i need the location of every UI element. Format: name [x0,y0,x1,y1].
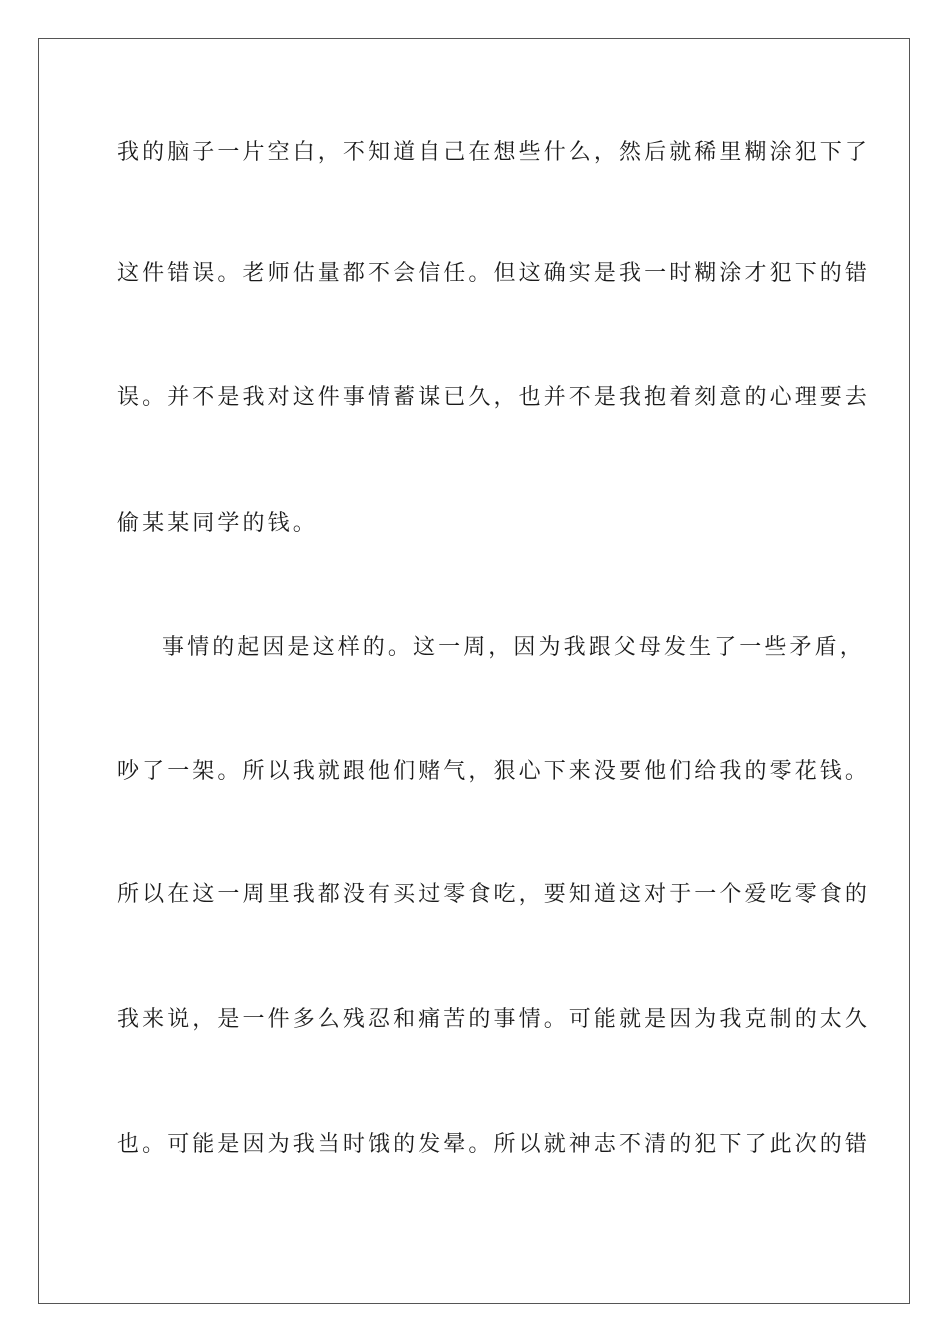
paragraph-line: 这件错误。老师估量都不会信任。但这确实是我一时糊涂才犯下的错 [117,261,871,286]
paragraph-line: 所以在这一周里我都没有买过零食吃，要知道这对于一个爱吃零食的 [117,882,871,907]
paragraph-line: 我的脑子一片空白，不知道自己在想些什么，然后就稀里糊涂犯下了 [117,140,871,165]
paragraph-line: 我来说，是一件多么残忍和痛苦的事情。可能就是因为我克制的太久 [117,1007,871,1032]
paragraph-line: 吵了一架。所以我就跟他们赌气，狠心下来没要他们给我的零花钱。 [117,759,871,784]
paragraph-line: 误。并不是我对这件事情蓄谋已久，也并不是我抱着刻意的心理要去 [117,385,871,410]
paragraph-line-indented: 事情的起因是这样的。这一周，因为我跟父母发生了一些矛盾， [162,635,865,660]
paragraph-line: 偷某某同学的钱。 [117,511,318,536]
page-border [38,38,910,1304]
paragraph-line: 也。可能是因为我当时饿的发晕。所以就神志不清的犯下了此次的错 [117,1132,871,1157]
